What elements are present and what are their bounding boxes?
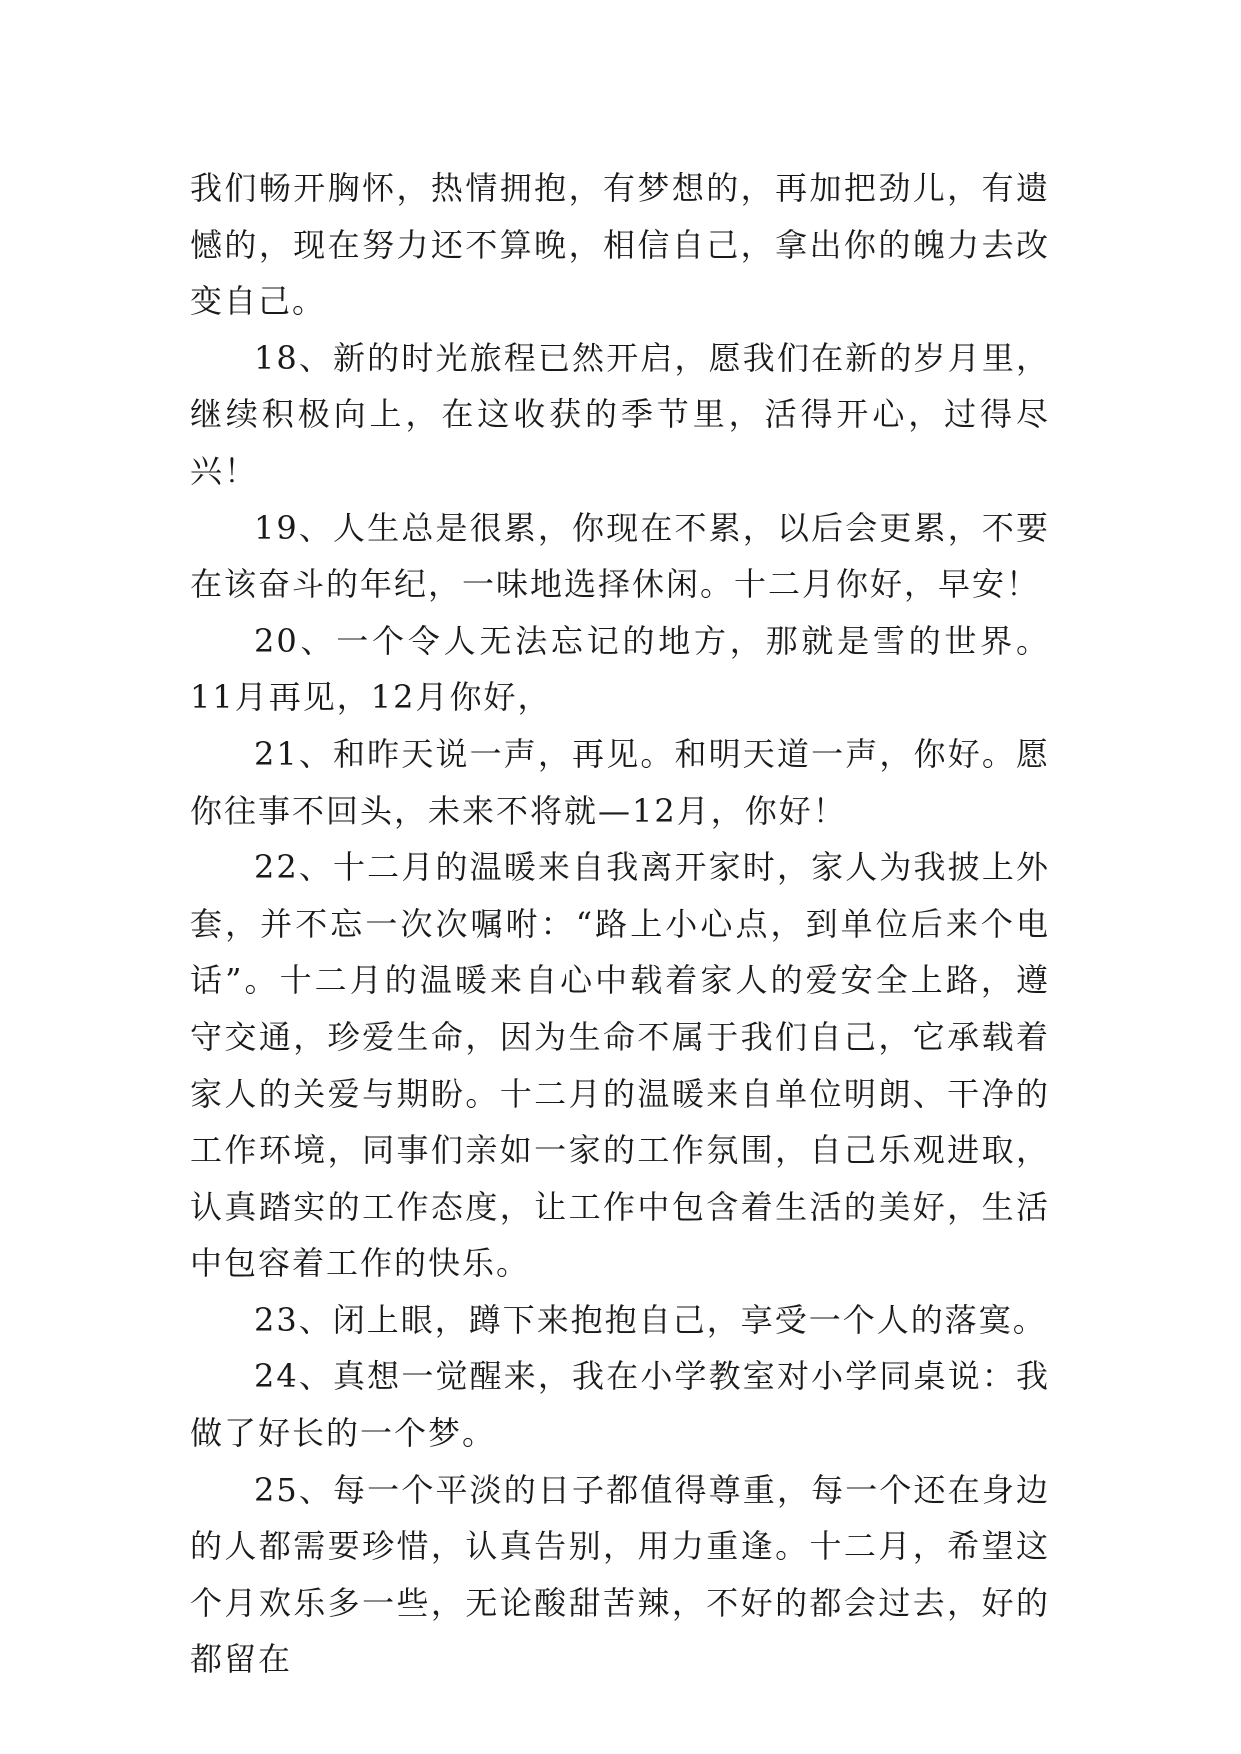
- paragraph-21: 21、和昨天说一声，再见。和明天道一声，你好。愿你往事不回头，未来不将就—12月，你好！: [190, 734, 1050, 830]
- document-body: [190, 160, 1050, 1688]
- paragraph-24: 24、真想一觉醒来，我在小学教室对小学同桌说：我做了好长的一个梦。: [190, 1357, 1050, 1453]
- paragraph-22: 22、十二月的温暖来自我离开家时，家人为我披上外套，并不忘一次次嘱咐：“路上小心点，到单位后来个电话”。十二月的温暖来自心中载着家人的爱安全上路，遵守交通，珍爱生命，因为生命不属于我们自己，它承载着家人的关爱与期盼。十二月的温暖来自单位明朗、干净的工作环境，同事们亲如一家的工作氛围，自己乐观进取，认真踏实的工作态度，让工作中包含着生活的美好，生活中包容着工作的快乐。: [190, 848, 1050, 1283]
- paragraph-18: 18、新的时光旅程已然开启，愿我们在新的岁月里，继续积极向上，在这收获的季节里，活得开心，过得尽兴！: [190, 338, 1050, 490]
- paragraph-continued: 我们畅开胸怀，热情拥抱，有梦想的，再加把劲儿，有遗憾的，现在努力还不算晚，相信自己，拿出你的魄力去改变自己。: [190, 169, 1050, 321]
- paragraph-19: 19、人生总是很累，你现在不累，以后会更累，不要在该奋斗的年纪，一味地选择休闲。十二月你好，早安！: [190, 508, 1050, 604]
- paragraph-20: 20、一个令人无法忘记的地方，那就是雪的世界。11月再见，12月你好，: [190, 621, 1050, 717]
- paragraph-23: 23、闭上眼，蹲下来抱抱自己，享受一个人的落寞。: [254, 1300, 1047, 1339]
- paragraph-25: 25、每一个平淡的日子都值得尊重，每一个还在身边的人都需要珍惜，认真告别，用力重逢。十二月，希望这个月欢乐多一些，无论酸甜苦辣，不好的都会过去，好的都留在: [190, 1470, 1050, 1679]
